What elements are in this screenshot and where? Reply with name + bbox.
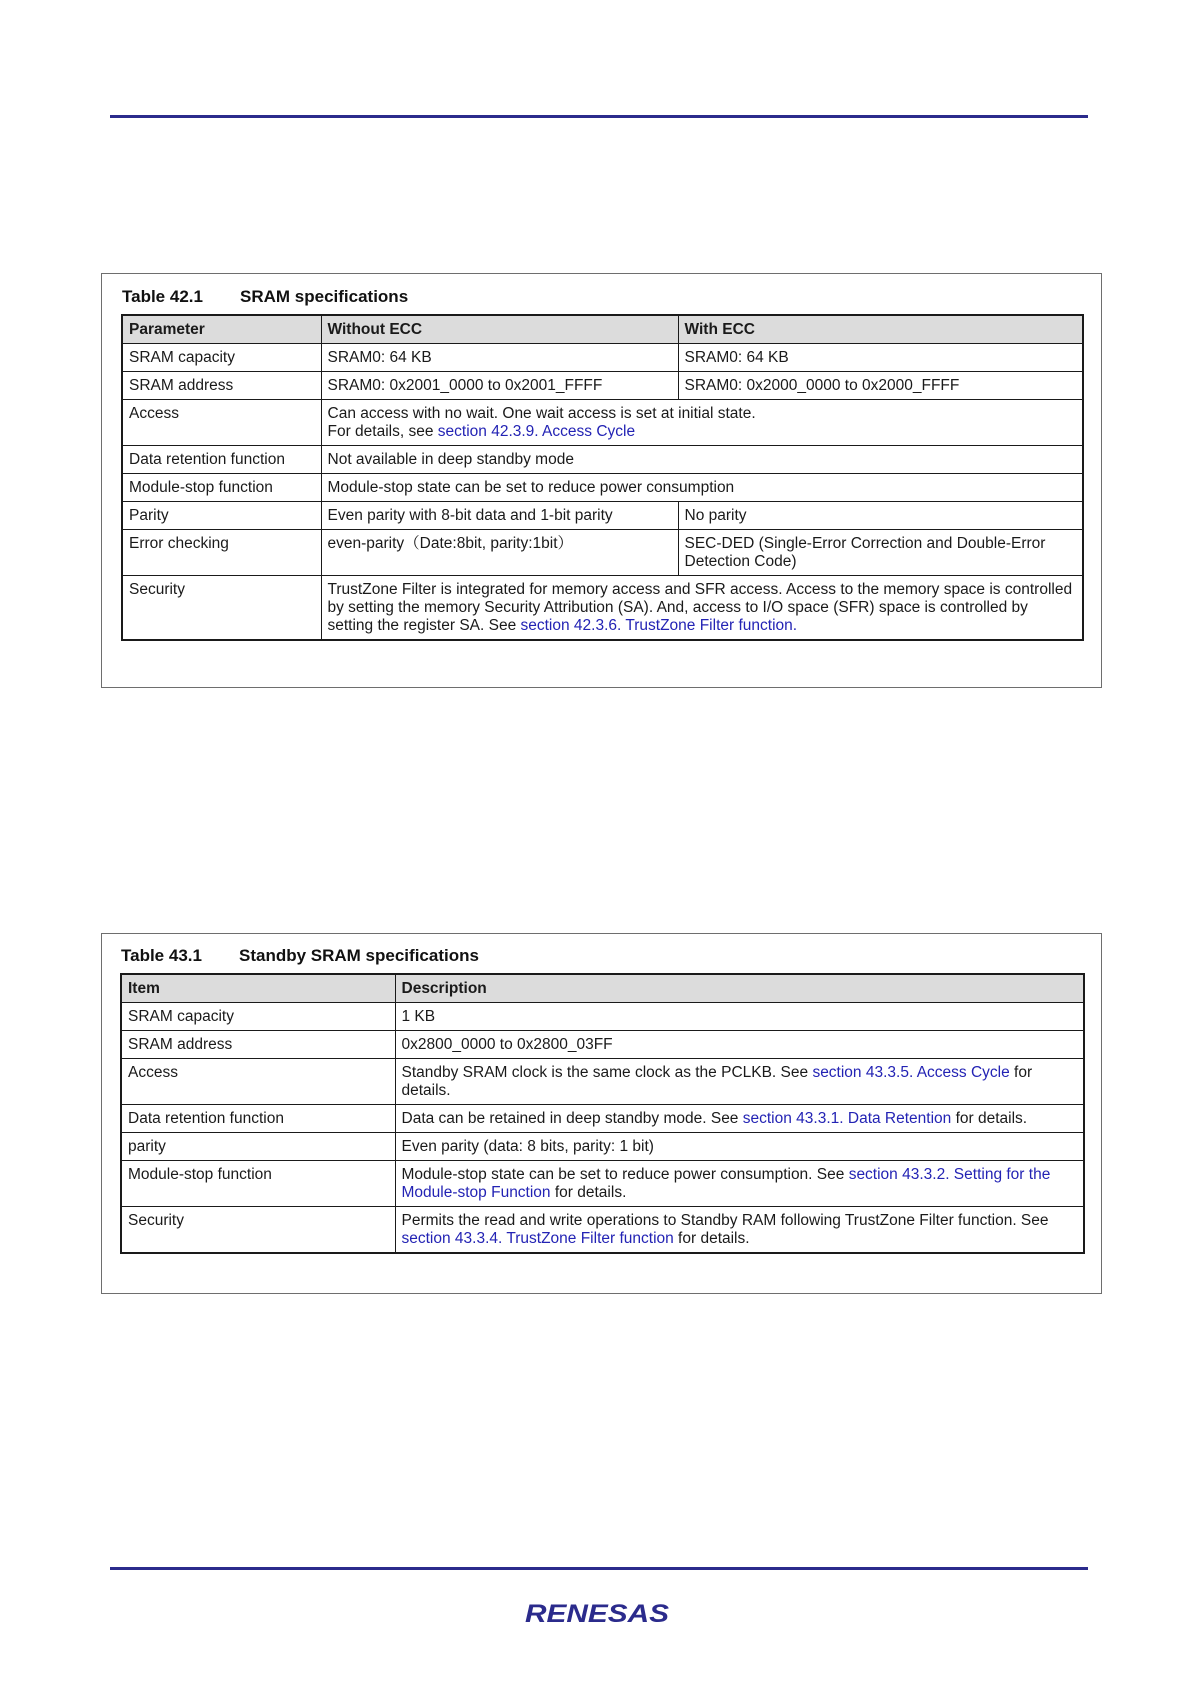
row-label: Access	[121, 1059, 395, 1105]
table-number: Table 42.1	[122, 287, 203, 306]
trustzone-filter-link[interactable]: section 42.3.6. TrustZone Filter function.	[520, 617, 798, 634]
access-cycle-link[interactable]: section 42.3.9. Access Cycle	[437, 423, 636, 440]
cell-module-stop: Module-stop state can be set to reduce power consumption	[321, 474, 1083, 502]
cell-with-ecc: SRAM0: 64 KB	[678, 344, 1083, 372]
row-label: Error checking	[122, 530, 321, 576]
row-label: Module-stop function	[122, 474, 321, 502]
cell-with-ecc: SEC-DED (Single-Error Correction and Double-Error Detection Code)	[678, 530, 1083, 576]
module-stop-suffix: for details.	[550, 1184, 627, 1201]
cell-with-ecc: SRAM0: 0x2000_0000 to 0x2000_FFFF	[678, 372, 1083, 400]
table-42-1-caption	[122, 287, 408, 307]
table-row	[121, 1003, 1084, 1031]
row-label: Access	[122, 400, 321, 446]
data-retention-link[interactable]: section 43.3.1. Data Retention	[742, 1110, 952, 1127]
cell-without-ecc: SRAM0: 0x2001_0000 to 0x2001_FFFF	[321, 372, 678, 400]
header-description: Description	[395, 974, 1084, 1003]
renesas-logo	[525, 1598, 669, 1628]
cell-security	[321, 576, 1083, 641]
cell-description: Even parity (data: 8 bits, parity: 1 bit)	[395, 1133, 1084, 1161]
table-row	[122, 344, 1083, 372]
cell-without-ecc: Even parity with 8-bit data and 1-bit parity	[321, 502, 678, 530]
table-row	[122, 576, 1083, 641]
table-row	[122, 502, 1083, 530]
table-row	[121, 1207, 1084, 1254]
cell-description	[395, 1207, 1084, 1254]
row-label: Module-stop function	[121, 1161, 395, 1207]
table-row	[121, 1161, 1084, 1207]
row-label: parity	[121, 1133, 395, 1161]
row-label: Parity	[122, 502, 321, 530]
security-prefix: Permits the read and write operations to Standby RAM following TrustZone Filter function. See	[401, 1212, 1049, 1229]
table-row	[121, 1031, 1084, 1059]
sram-spec-table	[121, 314, 1084, 641]
trustzone-filter-link[interactable]: section 43.3.4. TrustZone Filter function	[401, 1230, 674, 1247]
row-label: SRAM address	[121, 1031, 395, 1059]
renesas-logo-text: RENESAS	[525, 1600, 669, 1628]
security-suffix: for details.	[673, 1230, 750, 1247]
access-prefix: For details, see	[327, 423, 438, 440]
access-text: Can access with no wait. One wait access is set at initial state.	[327, 405, 756, 422]
table-row	[122, 446, 1083, 474]
access-cycle-link[interactable]: section 43.3.5. Access Cycle	[812, 1064, 1010, 1081]
access-suffix: for details.	[401, 1064, 1033, 1099]
header-without-ecc: Without ECC	[321, 315, 678, 344]
module-stop-link[interactable]: section 43.3.2. Setting for the Module-stop Function	[401, 1166, 1051, 1201]
access-prefix: Standby SRAM clock is the same clock as the PCLKB. See	[401, 1064, 813, 1081]
security-text: TrustZone Filter is integrated for memory access and SFR access. Access to the memory space is controlled by setting the memory Security Attribution (SA). And, access to I/O space (SFR) space is controlled by setting the register SA. See	[327, 581, 1073, 634]
table-header-row	[121, 974, 1084, 1003]
header-parameter: Parameter	[122, 315, 321, 344]
cell-description: 1 KB	[395, 1003, 1084, 1031]
row-label: Security	[122, 576, 321, 641]
header-item: Item	[121, 974, 395, 1003]
table-number: Table 43.1	[121, 946, 202, 965]
table-43-1-caption	[121, 946, 479, 966]
row-label: SRAM address	[122, 372, 321, 400]
row-label: Data retention function	[121, 1105, 395, 1133]
row-label: SRAM capacity	[122, 344, 321, 372]
table-row	[122, 530, 1083, 576]
retention-prefix: Data can be retained in deep standby mode. See	[401, 1110, 743, 1127]
row-label: Security	[121, 1207, 395, 1254]
table-row	[122, 474, 1083, 502]
row-label: Data retention function	[122, 446, 321, 474]
table-row	[121, 1059, 1084, 1105]
cell-retention: Not available in deep standby mode	[321, 446, 1083, 474]
header-rule	[110, 115, 1088, 118]
header-with-ecc: With ECC	[678, 315, 1083, 344]
table-header-row	[122, 315, 1083, 344]
cell-description	[395, 1161, 1084, 1207]
cell-without-ecc: even-parity（Date:8bit, parity:1bit）	[321, 530, 678, 576]
table-row	[121, 1105, 1084, 1133]
cell-access	[321, 400, 1083, 446]
cell-with-ecc: No parity	[678, 502, 1083, 530]
table-title: Standby SRAM specifications	[239, 946, 479, 965]
standby-sram-spec-table	[120, 973, 1085, 1254]
row-label: SRAM capacity	[121, 1003, 395, 1031]
cell-description	[395, 1059, 1084, 1105]
footer-rule	[110, 1567, 1088, 1570]
cell-description: 0x2800_0000 to 0x2800_03FF	[395, 1031, 1084, 1059]
module-stop-prefix: Module-stop state can be set to reduce power consumption. See	[401, 1166, 849, 1183]
table-row	[121, 1133, 1084, 1161]
table-row	[122, 400, 1083, 446]
cell-description	[395, 1105, 1084, 1133]
cell-without-ecc: SRAM0: 64 KB	[321, 344, 678, 372]
table-title: SRAM specifications	[240, 287, 409, 306]
retention-suffix: for details.	[951, 1110, 1028, 1127]
table-row	[122, 372, 1083, 400]
